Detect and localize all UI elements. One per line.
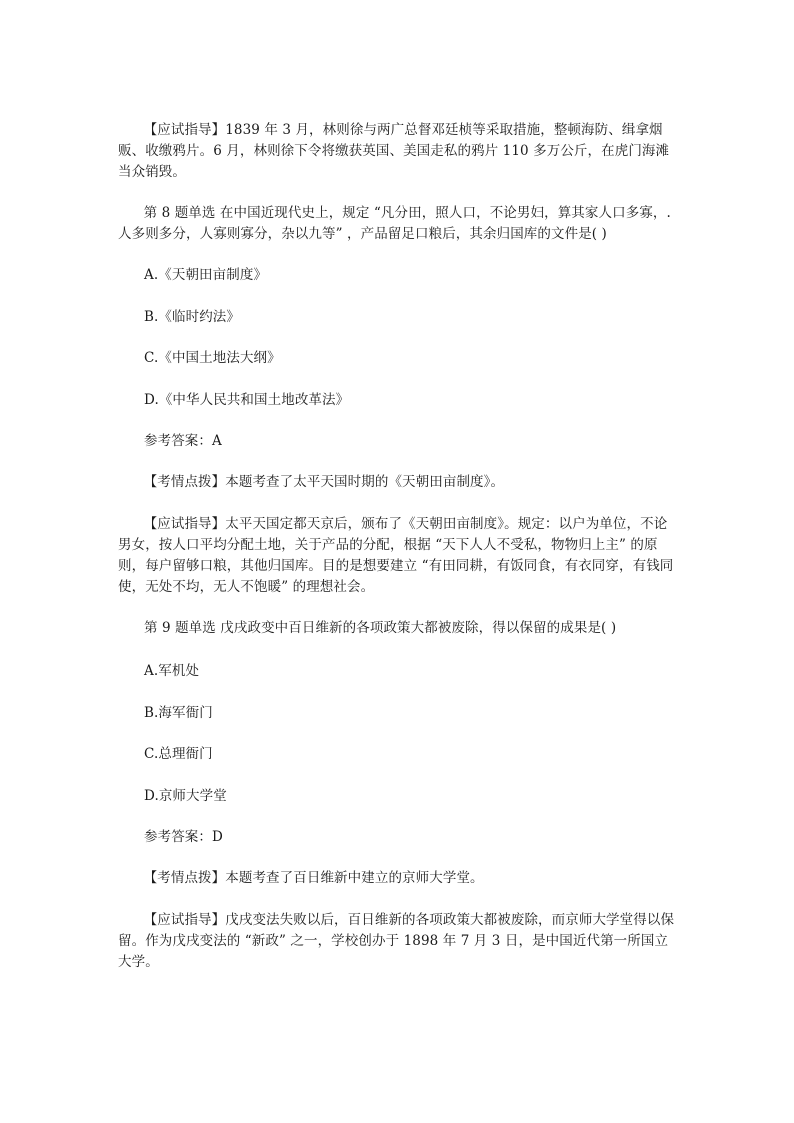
question-9-guide: 【应试指导】戊戌变法失败以后，百日维新的各项政策大都被废除，而京师大学堂得以保留。作为戊戌变法的 “新政” 之一，学校创办于 1898 年 7 月 3 日，是中国近代第一所国立大学。	[118, 912, 675, 970]
question-8-guide: 【应试指导】太平天国定都天京后，颁布了《天朝田亩制度》。规定：以户为单位，不论男女，按人口平均分配土地，关于产品的分配，根据 “天下人人不受私，物物归上主” 的原则，每户留够口粮，其他归国库。目的是想要建立 “有田同耕，有饭同食，有衣同穿，有钱同使，无处不均，无人不饱暖” 的理想社会。	[118, 516, 674, 595]
question-8-option-a: A.《天朝田亩制度》	[144, 267, 268, 283]
question-9-option-c: C.总理衙门	[144, 746, 213, 762]
question-8: 第 8 题单选 在中国近现代史上，规定 “凡分田，照人口，不论男妇，算其家人口多寡，.人多则多分，人寡则寡分，杂以九等” ，产品留足口粮后，其余归国库的文件是( )	[118, 205, 671, 242]
question-8-answer: 参考答案：A	[144, 433, 222, 449]
question-9-analysis: 【考情点拨】本题考查了百日维新中建立的京师大学堂。	[143, 870, 484, 886]
question-8-option-b: B.《临时约法》	[144, 309, 241, 325]
question-9-answer: 参考答案：D	[144, 829, 223, 845]
question-9-option-a: A.军机处	[144, 663, 200, 679]
question-9-option-b: B.海军衙门	[144, 705, 213, 721]
question-9-option-d: D.京师大学堂	[144, 788, 227, 804]
guide-paragraph-1: 【应试指导】1839 年 3 月，林则徐与两广总督邓廷桢等采取措施，整顿海防、缉拿烟贩、收缴鸦片。6 月，林则徐下令将缴获英国、美国走私的鸦片 110 多万公斤，在虎门海滩当众销毁。	[118, 122, 670, 180]
question-8-option-c: C.《中国土地法大纲》	[144, 350, 281, 366]
question-8-option-d: D.《中华人民共和国土地改革法》	[144, 392, 350, 408]
question-9: 第 9 题单选 戊戌政变中百日维新的各项政策大都被废除，得以保留的成果是( )	[144, 620, 617, 636]
question-8-analysis: 【考情点拨】本题考查了太平天国时期的《天朝田亩制度》。	[143, 474, 505, 490]
